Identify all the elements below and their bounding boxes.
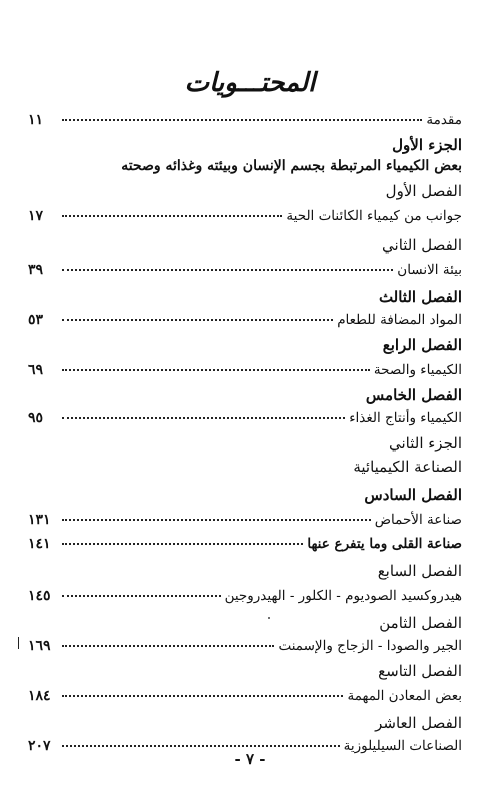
dot-leader — [62, 417, 345, 419]
margin-mark — [18, 637, 23, 649]
toc-page-number: ١٤٥ — [28, 588, 51, 604]
toc-entry — [28, 512, 462, 528]
toc-entry-title: الكيمياء وأنتاج الغذاء — [349, 410, 462, 426]
scan-speck — [268, 617, 270, 619]
toc-entry-title: صناعة الأحماض — [374, 512, 462, 528]
dot-leader — [62, 119, 422, 121]
toc-page-number: ١٤١ — [28, 536, 51, 552]
toc-entry-title: الكيمياء والصحة — [373, 362, 462, 378]
page-title: المحتـــويات — [184, 68, 316, 98]
toc-entry-title: هيدروكسيد الصوديوم - الكلور - الهيدروجين — [224, 588, 462, 604]
toc-chapter-heading: الفصل السابع — [377, 562, 462, 580]
toc-part-heading: الجزء الأول — [392, 136, 462, 154]
toc-part-subtitle: بعض الكيمياء المرتبطة بجسم الإنسان وبيئته وغذائه وصحته — [121, 158, 462, 174]
dot-leader — [62, 695, 343, 697]
toc-entry — [28, 638, 462, 654]
toc-chapter-heading: الفصل التاسع — [378, 662, 462, 680]
dot-leader — [62, 215, 282, 217]
toc-part-heading: الجزء الثاني — [388, 434, 462, 452]
toc-entry — [28, 262, 462, 278]
toc-entry-title: صناعة القلى وما يتفرع عنها — [307, 536, 462, 552]
toc-part-subtitle: الصناعة الكيميائية — [353, 458, 462, 476]
toc-entry-title: الصناعات السيليلوزية — [343, 738, 462, 754]
toc-entry-title: جوانب من كيمياء الكائنات الحية — [286, 208, 462, 224]
page-number: - ٧ - — [234, 750, 266, 768]
toc-entry — [28, 312, 462, 328]
toc-entry-title: مقدمة — [426, 112, 462, 128]
toc-entry — [28, 410, 462, 426]
dot-leader — [62, 595, 221, 597]
toc-page-number: ١١ — [28, 112, 44, 128]
toc-entry-title: بعض المعادن المهمة — [347, 688, 462, 704]
dot-leader — [62, 519, 371, 521]
toc-chapter-heading: الفصل الثاني — [382, 236, 462, 254]
toc-chapter-heading: الفصل الخامس — [365, 386, 462, 404]
toc-entry — [28, 536, 462, 552]
toc-entry-title: بيئة الانسان — [397, 262, 462, 278]
toc-entry-title: الجير والصودا - الزجاج والإسمنت — [278, 638, 462, 654]
toc-page-number: ١٧ — [28, 208, 44, 224]
toc-page-number: ٢٠٧ — [28, 738, 51, 754]
dot-leader — [62, 645, 274, 647]
toc-chapter-heading: الفصل الأول — [385, 182, 462, 200]
toc-chapter-heading: الفصل الثامن — [379, 614, 462, 632]
toc-chapter-heading: الفصل الثالث — [378, 288, 462, 306]
toc-page-number: ٦٩ — [28, 362, 44, 378]
toc-page-number: ٥٣ — [28, 312, 44, 328]
toc-page-number: ١٦٩ — [28, 638, 51, 654]
toc-entry-title: المواد المضافة للطعام — [337, 312, 462, 328]
toc-chapter-heading: الفصل السادس — [364, 486, 462, 504]
toc-entry-introduction — [28, 112, 462, 128]
toc-entry — [28, 588, 462, 604]
dot-leader — [62, 269, 393, 271]
toc-page-number: ١٣١ — [28, 512, 51, 528]
toc-page-number: ١٨٤ — [28, 688, 51, 704]
toc-chapter-heading: الفصل الرابع — [382, 336, 462, 354]
toc-page-number: ٩٥ — [28, 410, 44, 426]
toc-page-number: ٣٩ — [28, 262, 44, 278]
toc-entry — [28, 208, 462, 224]
toc-chapter-heading: الفصل العاشر — [375, 714, 462, 732]
dot-leader — [62, 369, 370, 371]
dot-leader — [62, 745, 340, 747]
dot-leader — [62, 543, 303, 545]
toc-entry — [28, 362, 462, 378]
toc-entry — [28, 688, 462, 704]
dot-leader — [62, 319, 333, 321]
